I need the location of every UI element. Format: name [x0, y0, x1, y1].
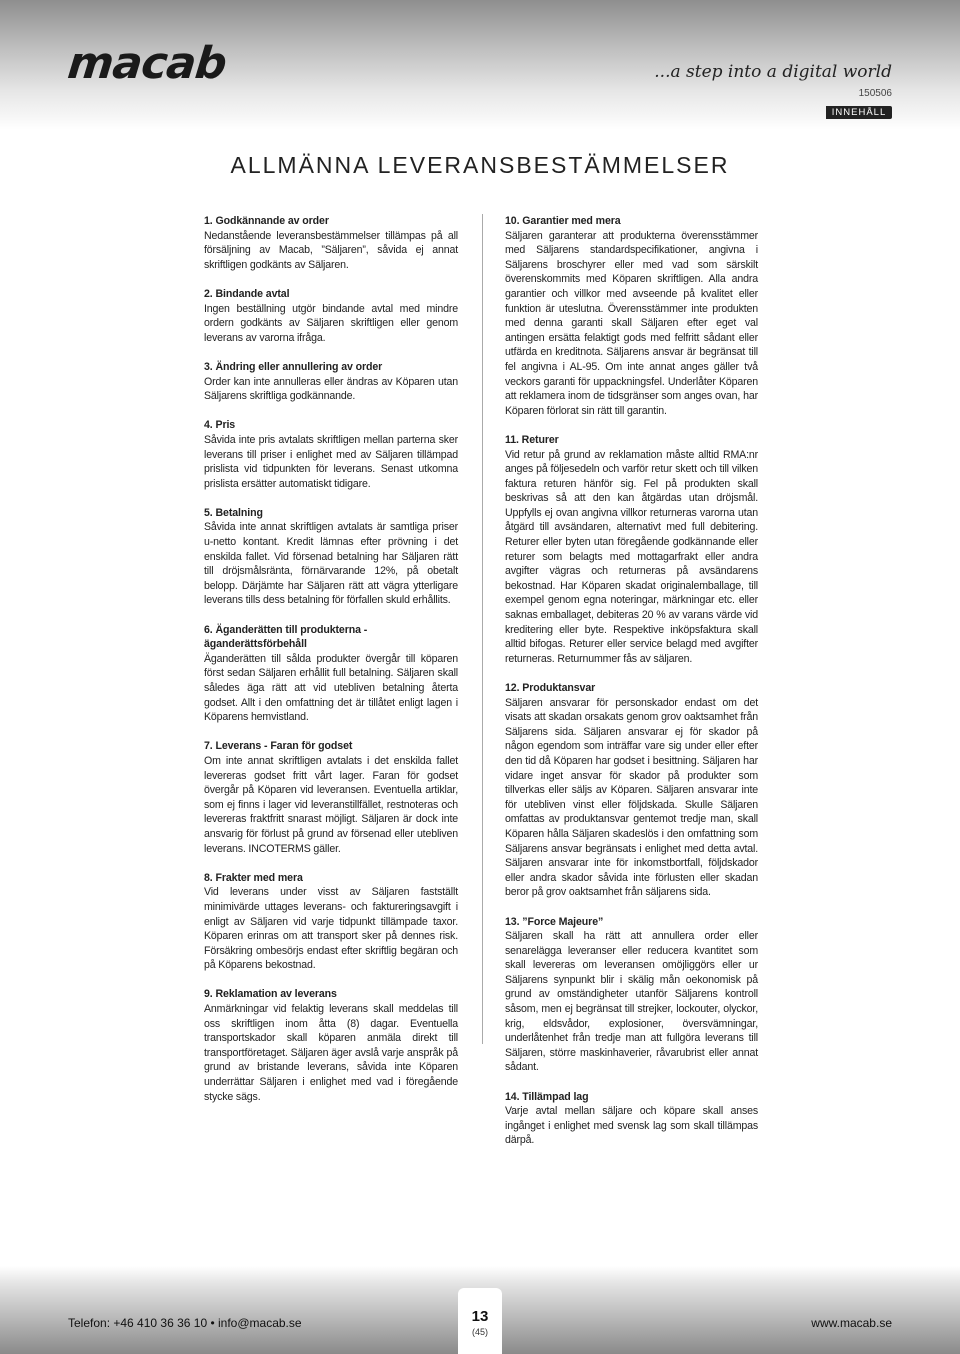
section-body: Säljaren ansvarar för personskador endast om det visats att skadan orsakats genom grov oaktsamhet från Säljarens sida. Säljaren ansvarar ej för skador på någon egendom som inträffar vare sig under eller efter den tid då Köparen har godset i besittning. Säljaren har vidare inget ansvar för skador på produkter som tillverkas eller säljs av Köparen. Säljaren ansvarar inte för utebliven vinst eller följdskada. Skulle Säljaren omfattas av produktansvar gentemot tredje man, skall Köparen hålla Säljaren skadeslös i den omfattning som Säljarens ansvar begränsats i enlighet med detta avtal. Säljaren ansvarar inte för inkomstbortfall, följdskador eller andra skador såvida inte förlusten eller skadan beror på grov oaktsamhet från säljarens sida. [505, 696, 758, 899]
section-title: 7. Leverans - Faran för godset [204, 740, 353, 753]
footer-website-link[interactable]: www.macab.se [811, 1316, 892, 1330]
section-body: Anmärkningar vid felaktig leverans skall meddelas till oss skriftligen inom åtta (8) dagar. Eventuella transportskador skall köparen anmäla direkt till transportföretaget. Säljaren äger avslå varje anspråk på grund av bristande leverans, såvida inte Köparen underrättar Säljaren i enlighet med vad i föregående stycke sägs. [204, 1003, 458, 1103]
contents-button[interactable]: INNEHÅLL [826, 106, 892, 119]
page-total: (45) [471, 1327, 488, 1337]
section-title: 11. Returer [505, 433, 559, 446]
page-number: 13 [471, 1308, 489, 1325]
left-column [204, 214, 458, 1119]
section-title: 2. Bindande avtal [204, 287, 290, 300]
section-body: Nedanstående leveransbestämmelser tillämpas på all försäljning av Macab, ”Säljaren”, såvida ej annat skriftligen godkänts av Säljaren. [204, 229, 458, 271]
section-title: 6. Äganderätten till produkterna - äganderättsförbehåll [204, 623, 368, 651]
section-body: Varje avtal mellan säljare och köpare skall anses ingånget i enlighet med svensk lag som skall tillämpas därpå. [505, 1105, 758, 1147]
macab-logo: macab [65, 38, 229, 89]
footer-contact: Telefon: +46 410 36 36 10 • info@macab.se [68, 1316, 302, 1330]
section-body: Om inte annat skriftligen avtalats i det enskilda fallet levereras godset fritt vårt lager. Faran för godset övergår på Köparen vid leveransen. Eventuella artiklar, som ej finns i lager vid leveranstillfället, restnoteras och levereras fraktfritt snarast möjligt. Säljaren är dock inte ansvarig för förlust på grund av försenad eller utebliven leverans. INCOTERMS gäller. [204, 754, 458, 855]
document-code: 150506 [858, 88, 892, 99]
section-4 [204, 418, 458, 491]
page-number-tab [458, 1288, 502, 1354]
section-12 [505, 681, 758, 900]
section-title: 14. Tillämpad lag [505, 1090, 589, 1103]
section-title: 1. Godkännande av order [204, 215, 329, 227]
right-column [505, 214, 758, 1163]
section-title: 5. Betalning [204, 506, 263, 519]
section-body: Order kan inte annulleras eller ändras av Köparen utan Säljarens skriftliga godkännande. [204, 375, 458, 403]
section-title: 9. Reklamation av leverans [204, 988, 337, 1001]
section-title: 10. Garantier med mera [505, 215, 621, 227]
section-title: 12. Produktansvar [505, 682, 596, 694]
tagline: ...a step into a digital world [654, 62, 892, 82]
section-title: 4. Pris [204, 419, 236, 432]
section-title: 13. ”Force Majeure” [505, 915, 604, 928]
section-8 [204, 871, 458, 973]
section-title: 3. Ändring eller annullering av order [204, 360, 383, 373]
section-10 [505, 214, 758, 418]
page-title: ALLMÄNNA LEVERANSBESTÄMMELSER [230, 152, 730, 178]
section-body: Vid retur på grund av reklamation måste alltid RMA:nr anges på följesedeln och varför retur skett och till vilken faktura returen hänför sig. Fel på produkten skall beskrivas så att den kan åtgärdas utan dröjsmål. Uppfylls ej ovan angivna villkor returneras varorna utan åtgärd till avsändaren, alternativt med full debitering. Returer eller byten utan föregående godkännande eller returer som belagts med mottagarfrakt eller andra avgifter vägras och returneras på avsändarens bekostnad. Har Köparen skadat originalemballage, till exempel genom egna noteringar, märkningar etc. eller saknas emballaget, debiteras 20 % av varans värde vid kreditering eller byte. Respektive inköpsfaktura skall alltid bifogas. Returer eller service belagd med avgifter returneras. Returnummer fås av säljaren. [505, 448, 758, 665]
section-1 [204, 214, 458, 272]
section-11 [505, 433, 758, 667]
column-divider [482, 214, 483, 1044]
section-body: Såvida inte pris avtalats skriftligen mellan parterna sker leverans till priser i enlighet med av Säljaren tillämpad prislista vid tidpunkten för leverans. Senast utkomna prislista ersätter automatiskt tidigare. [204, 433, 458, 490]
section-2 [204, 287, 458, 345]
section-5 [204, 506, 458, 608]
section-7 [204, 739, 458, 856]
section-body: Vid leverans under visst av Säljaren fastställt minimivärde uttages leverans- och faktureringsavgift i enligt av Säljaren vid varje tidpunkt tillämpade taxor. Köparen erinras om att transport sker på dennes risk. Försäkring ombesörjs endast efter skriftlig begäran och på Köparens bekostnad. [204, 886, 458, 972]
section-body: Såvida inte annat skriftligen avtalats är samtliga priser u-netto kontant. Kredit lämnas efter prövning i det enskilda fallet. Vid försenad betalning har Säljaren rätt till dröjsmålsränta, förnärvarande 12%, på obetalt belopp. Därjämte har Säljaren rätt att vägra ytterligare leverans tills dess betalning för förfallen skuld erhållits. [204, 521, 458, 607]
section-body: Säljaren skall ha rätt att annullera order eller senarelägga leveranser eller reducera kvantitet som skall levereras om leveransen omöjliggörs eller ur Säljarens synpunkt blir i skälig mån oekonomisk på grund av omständigheter utanför Säljarens kontroll såsom, men ej begränsat till strejker, lockouter, olyckor, krig, eldsvådor, explosioner, översvämningar, underlåtenhet från tredje man att fullgöra leverans till Säljaren, större maskinhaverier, råvarubrist eller annat sådant. [505, 930, 758, 1074]
section-6 [204, 623, 458, 725]
section-title: 8. Frakter med mera [204, 871, 303, 884]
section-3 [204, 360, 458, 404]
section-14 [505, 1090, 758, 1148]
section-13 [505, 915, 758, 1076]
section-body: Ingen beställning utgör bindande avtal med mindre ordern godkänts av Säljaren skriftligen eller genom leverans av varorna ifråga. [204, 302, 458, 344]
section-9 [204, 987, 458, 1104]
section-body: Äganderätten till sålda produkter övergår till köparen först sedan Säljaren erhållit full betalning. Säljaren skall således äga rätt att vid utebliven betalning återta godset. Allt i den omfattning det är tillåtet enligt lagen i Köparens hemvistland. [204, 652, 458, 724]
section-body: Säljaren garanterar att produkterna överensstämmer med Säljarens standardspecifikationer, angivna i Säljarens broschyrer eller med vad som särskilt överenskommits med Köparen skriftligen. Alla andra garantier och villkor med avseende på kvalitet eller funktion är uteslutna. Överensstämmer inte produkten med denna garanti skall Säljaren efter eget val antingen ersätta felaktigt gods med felfritt sådant eller utfärda en kreditnota. Säljarens ansvar är begränsat till fel angivna i AL-95. Om inte annat anges gäller två veckors garanti för uppackningsfel. Underlåter Köparen att reklamera inom de tidsgränser som anges ovan, har Köparen förlorat sin rätt till garantin. [505, 229, 758, 417]
